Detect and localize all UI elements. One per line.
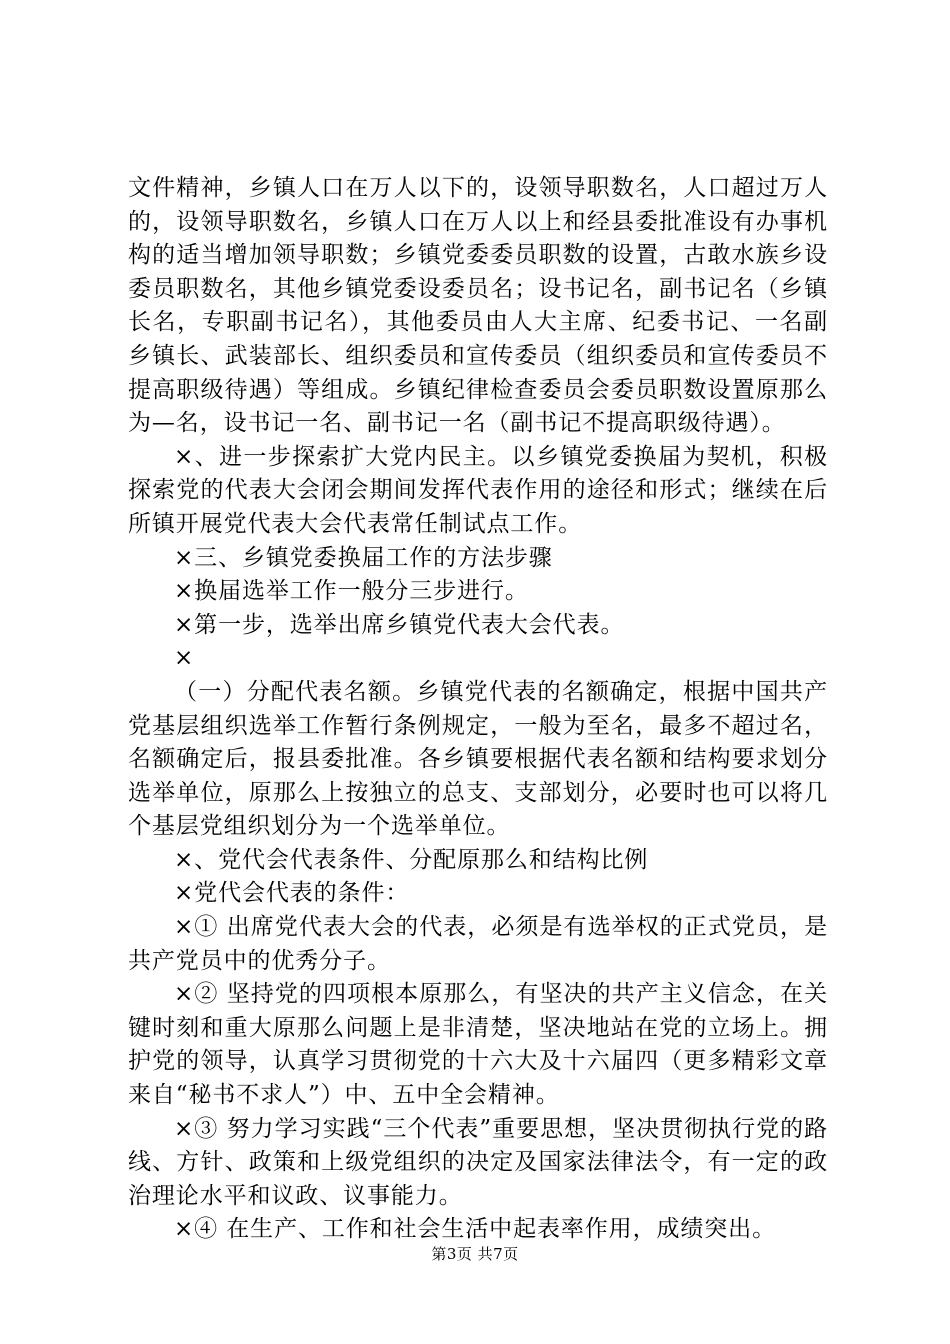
paragraph-three-steps: ×换届选举工作一般分三步进行。 (174, 578, 529, 605)
paragraph-continuation: 文件精神，乡镇人口在万人以下的，设领导职数名，人口超过万人的，设领导职数名，乡镇人口在万人以上和经县委批准设有办事机构的适当增加领导职数；乡镇党委委员职数的设置，古敢水族乡设委员职数名，其他乡镇党委设委员名；设书记名，副书记名（乡镇长名，专职副书记名），其他委员由人大主席、纪委书记、一名副乡镇长、武装部长、组织委员和宣传委员（组织委员和宣传委员不提高职级待遇）等组成。乡镇纪律检查委员会委员职数设置原那么为—名，设书记一名、副书记一名（副书记不提高职级待遇）。 (128, 175, 828, 437)
list-item-condition-4: ×④ 在生产、工作和社会生活中起表率作用，成绩突出。 (174, 1216, 776, 1243)
paragraph-placeholder-mark: × (174, 645, 195, 672)
list-item-condition-2: ×② 坚持党的四项根本原那么，有坚决的共产主义信念，在关键时刻和重大原那么问题上是非清楚，坚决地站在党的立场上。拥护党的领导，认真学习贯彻党的十六大及十六届四（更多精彩文章来自“秘书不求人”）中、五中全会精神。 (128, 981, 828, 1109)
subheading-delegate-conditions: ×、党代会代表条件、分配原那么和结构比例 (174, 846, 649, 873)
page-number-footer: 第3页 共7页 (431, 1245, 519, 1263)
paragraph-party-democracy: ×、进一步探索扩大党内民主。以乡镇党委换届为契机，积极探索党的代表大会闭会期间发挥代表作用的途径和形式；继续在后所镇开展党代表大会代表常任制试点工作。 (128, 443, 828, 537)
list-item-condition-3: ×③ 努力学习实践“三个代表”重要思想，坚决贯彻执行党的路线、方针、政策和上级党组织的决定及国家法律法令，有一定的政治理论水平和议政、议事能力。 (128, 1115, 828, 1209)
paragraph-quota-allocation: （一）分配代表名额。乡镇党代表的名额确定，根据中国共产党基层组织选举工作暂行条例规定，一般为至名，最多不超过名，名额确定后，报县委批准。各乡镇要根据代表名额和结构要求划分选举单位，原那么上按独立的总支、支部划分，必要时也可以将几个基层党组织划分为一个选举单位。 (128, 678, 828, 840)
paragraph-conditions-intro: ×党代会代表的条件： (174, 880, 410, 907)
document-body (128, 172, 828, 1247)
paragraph-step-one: ×第一步，选举出席乡镇党代表大会代表。 (174, 611, 625, 638)
section-heading-methods: ×三、乡镇党委换届工作的方法步骤 (174, 544, 553, 571)
list-item-condition-1: ×① 出席党代表大会的代表，必须是有选举权的正式党员，是共产党员中的优秀分子。 (128, 914, 828, 974)
